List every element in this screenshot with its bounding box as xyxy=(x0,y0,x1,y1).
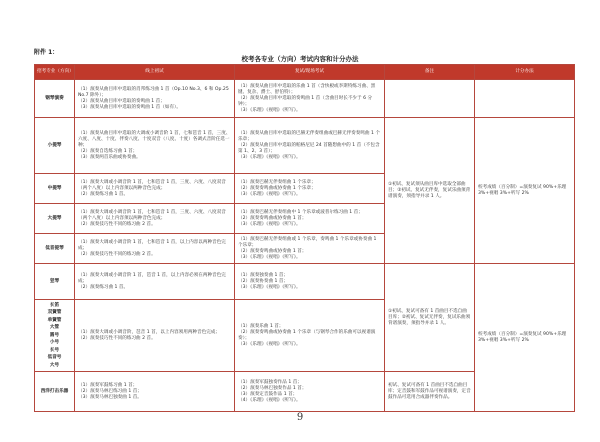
cell-major: 大提琴 xyxy=(35,204,75,234)
cell-line: （3）《乐理》《视唱》《听写》。 xyxy=(238,284,301,290)
cell-line: （2）演奏技巧性不同的练习曲 2 首。 xyxy=(78,221,156,227)
major-name: 大管 xyxy=(49,325,60,331)
cell-line: （3）演奏两首乐曲或协奏曲。 xyxy=(78,154,141,160)
cell-line: （2）演奏马林巴练习曲 1 首； xyxy=(78,388,142,394)
cell-line: （2）演奏练习曲 1 首。 xyxy=(78,191,129,197)
cell-line: （3）《乐理》《视唱》《听写》。 xyxy=(238,254,301,260)
exam-table xyxy=(34,64,575,412)
major-name: 小号 xyxy=(49,340,60,346)
cell-line: （2）演奏从曲目库中选取的奏鸣曲 1 首（含曲目时长不少于 6 分钟）； xyxy=(238,95,373,107)
cell-online-exam xyxy=(75,234,235,264)
table-row xyxy=(35,80,575,118)
cell-line: （2）演奏练习曲 1 首。 xyxy=(78,284,129,290)
cell-online-exam xyxy=(75,300,235,372)
cell-line: （2）演奏从曲目库中选取的奏鸣曲 1 首； xyxy=(78,98,165,104)
cell-notes-empty xyxy=(385,80,475,118)
cell-line: （1）演奏巴赫无伴奏组曲或 1 个乐章，奏鸣曲 1 个乐章或协奏曲 1 个乐章； xyxy=(238,236,377,248)
cell-line: （1）演奏从曲目库中选取的肖邦练习曲 1 首（Op.10 No.3、6 和 Op.25 No.7 除外）； xyxy=(78,86,229,98)
cell-line: （1）演奏大调或小调音阶 1 首，七和琶音 1 首，三度、六度、八度双音（两个八度）以上内容须以两种音色完成； xyxy=(78,179,226,191)
cell-scoring: 校考成绩（百分制）=演奏复试 90%+乐理 3%+视唱 3%+听写 2% xyxy=(475,118,575,264)
cell-line: （2）演奏奏鸣曲或协奏曲 1 首； xyxy=(238,248,307,254)
document-title: 校考各专业（方向）考试内容和计分办法 xyxy=(241,55,359,63)
cell-line: （2）演奏从曲目库中选取的帕格尼尼 24 首随想曲中的 1 首（不包含第 1、2、3 首）； xyxy=(238,142,380,154)
exam-table-container xyxy=(34,64,574,412)
cell-line: （3）演奏马林巴独奏曲 1 首。 xyxy=(78,394,142,400)
header-notes: 备注 xyxy=(385,65,475,80)
cell-onsite-exam xyxy=(235,300,385,372)
cell-major: 低音提琴 xyxy=(35,234,75,264)
header-scoring: 计分办法 xyxy=(475,65,575,80)
cell-major: 中提琴 xyxy=(35,174,75,204)
table-row xyxy=(35,264,575,300)
cell-line: （1）演奏军鼓练习曲 1 首； xyxy=(78,382,138,388)
cell-onsite-exam xyxy=(235,264,385,300)
cell-onsite-exam xyxy=(235,80,385,118)
cell-major xyxy=(35,300,75,372)
cell-line: （3）《乐理》《视唱》《听写》。 xyxy=(238,154,301,160)
cell-line: （1）演奏大调或小调音阶 1 首，七和琶音 1 首，三度、六度、八度双音（两个八度）以上内容须以两种音色完成； xyxy=(78,209,226,221)
cell-line: （2）演奏技巧性不同的练习曲 2 首。 xyxy=(78,251,156,257)
cell-major: 竖琴 xyxy=(35,264,75,300)
cell-line: （2）演奏奏鸣曲或协奏曲 1 个乐章（与钢琴合作的乐曲可以视谱演奏）； xyxy=(238,329,376,341)
header-major: 招考专业（方向） xyxy=(35,65,75,80)
cell-onsite-exam xyxy=(235,118,385,174)
cell-line: （1）演奏巴赫无伴奏组曲中 1 个乐章或波普尔练习曲 1 首； xyxy=(238,209,363,215)
cell-line: （1）演奏乐曲 1 首； xyxy=(238,323,284,329)
cell-line: （1）演奏大调或小调音阶，琶音 1 首，以上内容须用两种音色完成； xyxy=(78,329,220,335)
cell-onsite-exam xyxy=(235,372,385,412)
header-onsite-exam: 复试/现场考试 xyxy=(235,65,385,80)
cell-line: （2）演奏奏鸣曲或协奏曲 1 首； xyxy=(238,215,307,221)
major-name: 双簧管 xyxy=(47,310,62,316)
cell-onsite-exam xyxy=(235,204,385,234)
cell-line: （1）演奏巴赫无伴奏组曲 1 个乐章； xyxy=(238,179,316,185)
cell-line: （1）演奏从曲目库中选取的巴赫无伴奏组曲或巴赫无伴奏奏鸣曲 1 个乐章； xyxy=(238,130,380,142)
cell-line: （1）演奏从曲目库中选取的大调或小调音阶 1 首，七和琶音 1 首，三度、六度、八度、十度、伴奏八度、十度双音（八度、十度）各调式音阶任选一种； xyxy=(78,130,231,148)
cell-major: 钢琴演奏 xyxy=(35,80,75,118)
attachment-label: 附件 1： xyxy=(34,49,59,56)
cell-line: （2）演奏自选练习曲 1 首； xyxy=(78,148,138,154)
cell-line: （2）演奏马林巴独奏作品 1 首； xyxy=(238,385,307,391)
cell-line: （1）演奏大调或小调音阶 1 首，七和琶音 1 首，以上内容以两种音色完成； xyxy=(78,239,226,251)
cell-scoring: 校考成绩（百分制）=演奏复试 90%+乐理 3%+视唱 3%+听写 2% xyxy=(475,264,575,412)
cell-online-exam xyxy=(75,372,235,412)
cell-line: （3）《乐理》《视唱》《听写》。 xyxy=(238,107,301,113)
cell-line: （3）《乐理》《视唱》《听写》。 xyxy=(238,221,301,227)
cell-line: （3）《乐理》《视唱》《听写》。 xyxy=(238,341,301,347)
cell-line: （1）演奏独奏曲 1 首； xyxy=(238,272,289,278)
cell-scoring-empty xyxy=(475,80,575,118)
cell-line: （3）演奏从曲目库中选取的奏鸣曲 1 首（如有）。 xyxy=(78,104,181,110)
major-name: 单簧管 xyxy=(47,317,62,323)
cell-major: 小提琴 xyxy=(35,118,75,174)
major-name: 长号 xyxy=(49,347,60,353)
header-online-exam: 线上初试 xyxy=(75,65,235,80)
cell-line: （2）演奏协奏曲 1 首； xyxy=(238,278,289,284)
major-name: 圆号 xyxy=(49,332,60,338)
cell-line: （3）演奏定音鼓作品 1 首； xyxy=(238,391,298,397)
cell-online-exam xyxy=(75,264,235,300)
cell-online-exam xyxy=(75,204,235,234)
page-number: 9 xyxy=(296,412,304,423)
cell-line: （2）演奏技巧性不同的练习曲 2 首。 xyxy=(78,335,156,341)
major-name: 低音号 xyxy=(47,355,62,361)
cell-line: （3）《乐理》《视唱》《听写》。 xyxy=(238,191,301,197)
cell-notes: ①初试、复试可备有 1 首曲目不选自曲目库；②初试、复试无伴奏，复试乐曲须背谱演奏，须指导并录 1 人。 xyxy=(385,264,475,372)
cell-line: （1）演奏军鼓独奏作品 1 首； xyxy=(238,379,302,385)
table-row xyxy=(35,118,575,174)
cell-onsite-exam xyxy=(235,234,385,264)
cell-line: （1）演奏大调或小调音阶 1 首，琶音 1 首，以上内容必须在两种音色完成； xyxy=(78,272,226,284)
cell-line: （2）演奏奏鸣曲或协奏曲 1 个乐章； xyxy=(238,185,316,191)
cell-line: （4）《乐理》《视唱》《听写》。 xyxy=(238,397,301,403)
cell-online-exam xyxy=(75,80,235,118)
cell-notes: ①初试、复试须从曲目库中选取全部曲目；②初试、复试无伴奏，复试乐曲须背谱演奏，须指导并录 1 人。 xyxy=(385,118,475,264)
major-name: 长笛 xyxy=(49,302,60,308)
major-name: 大号 xyxy=(49,362,60,368)
cell-online-exam xyxy=(75,174,235,204)
cell-online-exam xyxy=(75,118,235,174)
cell-major: 西洋打击乐器 xyxy=(35,372,75,412)
table-header-row xyxy=(35,65,575,80)
cell-line: （1）演奏从曲目库中选取的乐曲 1 首（含快板或李斯特练习曲、黑键、复杂、爵士、舒伯特）； xyxy=(238,83,376,95)
cell-onsite-exam xyxy=(235,174,385,204)
cell-notes: 初试、复试可备有 1 首曲目不选自曲目库；定音鼓和军鼓作品可视谱演奏，定音鼓作品可选用合成器伴奏作品。 xyxy=(385,372,475,412)
